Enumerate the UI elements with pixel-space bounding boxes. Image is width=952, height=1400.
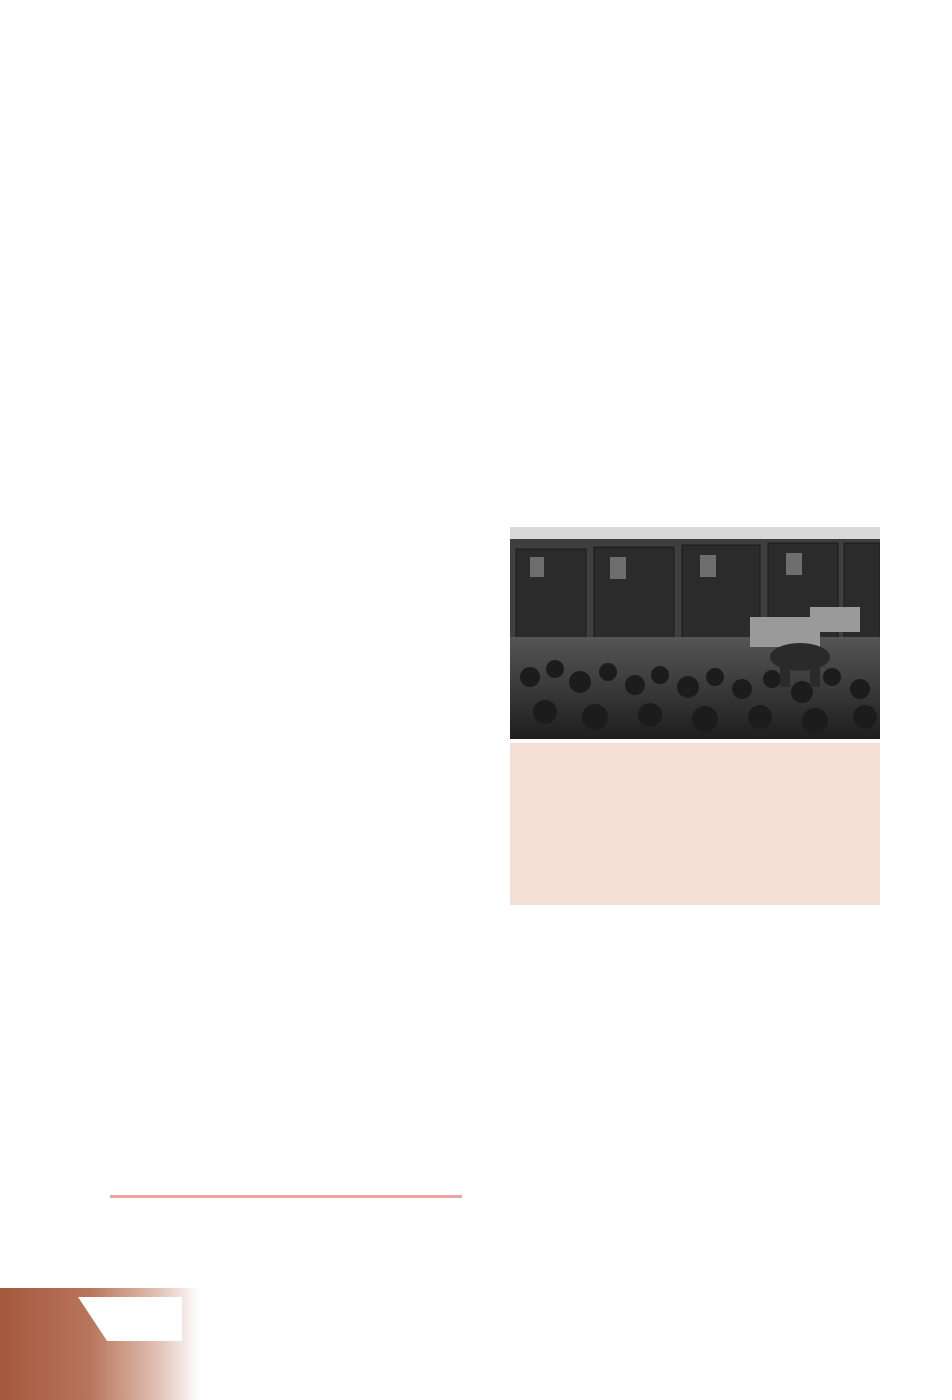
deportation-photo [510, 527, 880, 739]
questions-divider [110, 1195, 462, 1198]
figure-caption-box [510, 743, 880, 905]
